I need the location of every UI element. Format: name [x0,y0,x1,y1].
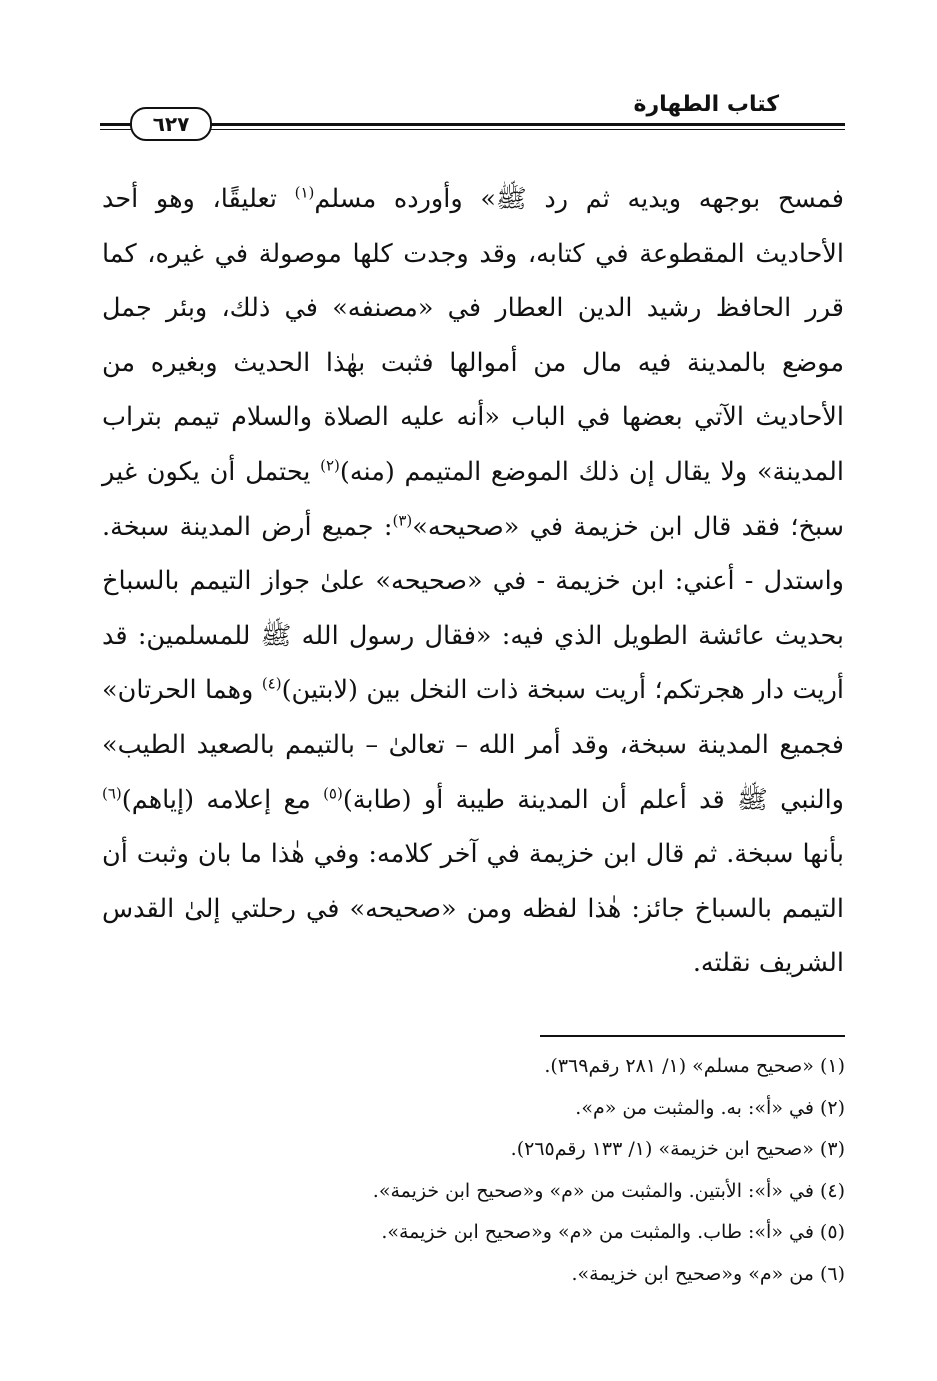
footnote-3: (٣) «صحيح ابن خزيمة» (١/ ١٣٣ رقم٢٦٥). [510,1138,845,1161]
header-rule-thin [100,129,845,130]
footnote-6: (٦) من «م» و«صحيح ابن خزيمة». [571,1262,845,1285]
book-title: كتاب الطهارة [633,92,779,117]
page-number: ٦٢٧ [130,107,212,141]
main-text [102,172,844,991]
footnote-separator [540,1035,845,1037]
footnote-1: (١) «صحيح مسلم» (١/ ٢٨١ رقم٣٦٩). [544,1055,845,1077]
footnote-4: (٤) في «أ»: الأبتين. والمثبت من «م» و«صحيح ابن خزيمة». [372,1179,845,1202]
footnotes [100,1046,845,1296]
main-paragraph: فمسح بوجهه ويديه ثم رد ﷺ» وأورده مسلم$^{(١)}$ تعليقًا، وهو أحد الأحاديث المقطوعة في كتابه، وقد وجدت كلها موصولة في غيره، كما قرر الحافظ رشيد الدين العطار في «مصنفه» في ذلك، وبئر جمل موضع بالمدينة فيه مال من أموالها فثبت بهٰذا الحديث وبغيره من الأحاديث الآتي بعضها في الباب «أنه عليه الصلاة والسلام تيمم بتراب المدينة» ولا يقال إن ذلك الموضع المتيمم (منه)$^{(٢)}$ يحتمل أن يكون غير سبخ؛ فقد قال ابن خزيمة في «صحيحه»$^{(٣)}$: جميع أرض المدينة سبخة. واستدل - أعني: ابن خزيمة - في «صحيحه» علىٰ جواز التيمم بالسباخ بحديث عائشة الطويل الذي فيه: «فقال رسول الله ﷺ للمسلمين: قد أريت دار هجرتكم؛ أريت سبخة ذات النخل بين (لابتين)$^{(٤)}$ وهما الحرتان» فجميع المدينة سبخة، وقد أمر الله – تعالىٰ – بالتيمم بالصعيد الطيب» والنبي ﷺ قد أعلم أن المدينة طيبة أو (طابة)$^{(٥)}$ مع إعلامه (إياهم)$^{(٦)}$ بأنها سبخة. ثم قال ابن خزيمة في آخر كلامه: وفي هٰذا ما بان وثبت أن التيمم بالسباخ جائز: هٰذا لفظه ومن «صحيحه» في رحلتي إلىٰ القدس الشريف نقلته. [102,183,845,979]
footnote-2: (٢) في «أ»: به. والمثبت من «م». [575,1096,845,1119]
footnote-5: (٥) في «أ»: طاب. والمثبت من «م» و«صحيح ابن خزيمة». [381,1221,845,1244]
